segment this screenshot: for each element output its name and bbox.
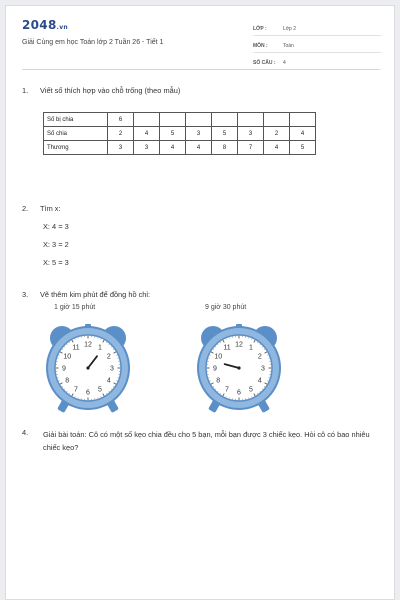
table-row <box>44 127 316 141</box>
dial-number: 4 <box>257 377 262 385</box>
dial-number: 11 <box>223 344 231 352</box>
dial-number: 6 <box>237 389 241 397</box>
table-cell <box>290 113 316 127</box>
table-cell: 4 <box>134 127 160 141</box>
table-row <box>44 141 316 155</box>
dial-number: 2 <box>257 353 262 361</box>
clock-center <box>86 366 89 369</box>
dial-number: 10 <box>63 353 72 361</box>
division-table <box>43 112 316 155</box>
dial-number: 7 <box>225 386 229 394</box>
table-row <box>44 113 316 127</box>
question-text: Vẽ thêm kim phút để đồng hồ chỉ: <box>40 290 151 299</box>
question-text: Giải bài toán: Cô có một số kẹo chia đều cho 5 bạn, mỗi bạn được 3 chiếc kẹo. Hỏi cô có bao nhiêu chiếc kẹo? <box>43 430 370 452</box>
table-cell: 2 <box>108 127 134 141</box>
table-cell: 6 <box>108 113 134 127</box>
dial-number: 10 <box>214 353 223 361</box>
meta-box <box>253 19 381 70</box>
table-cell: 2 <box>264 127 290 141</box>
dial-number: 9 <box>213 365 217 373</box>
equation-2: X: 3 = 2 <box>43 240 69 249</box>
row-label: Thương <box>44 141 108 155</box>
table-cell: 3 <box>134 141 160 155</box>
logo-main: 2048 <box>22 18 57 32</box>
question-text: Tìm x: <box>40 204 61 213</box>
dial-number: 1 <box>98 344 102 352</box>
question-number: 1. <box>22 86 29 95</box>
dial-number: 8 <box>216 377 221 385</box>
table-cell: 7 <box>238 141 264 155</box>
dial-number: 1 <box>249 344 253 352</box>
row-label: Số chia <box>44 127 108 141</box>
header-divider <box>22 69 378 70</box>
equation-3: X: 5 = 3 <box>43 258 69 267</box>
table-cell: 4 <box>186 141 212 155</box>
dial-number: 6 <box>86 389 90 397</box>
dial-number: 3 <box>110 365 114 373</box>
table-cell: 4 <box>290 127 316 141</box>
dial-number: 11 <box>72 344 80 352</box>
dial-number: 7 <box>74 386 78 394</box>
question-text: Viết số thích hợp vào chỗ trống (theo mẫu) <box>40 86 181 95</box>
dial-number: 12 <box>84 341 92 349</box>
logo-tld: .vn <box>56 24 68 31</box>
clock-center <box>237 366 240 369</box>
table-cell: 5 <box>160 127 186 141</box>
table-cell: 4 <box>264 141 290 155</box>
dial-number: 5 <box>98 386 102 394</box>
meta-value: Lớp 2 <box>283 26 297 32</box>
table-cell: 5 <box>212 127 238 141</box>
meta-value: 4 <box>283 60 286 66</box>
dial-number: 4 <box>106 377 111 385</box>
table-cell <box>212 113 238 127</box>
table-cell <box>160 113 186 127</box>
meta-key: MÔN : <box>253 43 268 49</box>
table-cell <box>134 113 160 127</box>
dial-number: 2 <box>106 353 111 361</box>
table-cell: 3 <box>238 127 264 141</box>
clock-2-label: 9 giờ 30 phút <box>205 304 247 311</box>
question-number: 3. <box>22 290 29 299</box>
question-number: 4. <box>22 428 29 437</box>
table-cell <box>186 113 212 127</box>
alarm-clock-2 <box>189 316 289 416</box>
dial-number: 5 <box>249 386 253 394</box>
equation-1: X: 4 = 3 <box>43 222 69 231</box>
table-cell: 4 <box>160 141 186 155</box>
table-cell <box>238 113 264 127</box>
table-cell: 8 <box>212 141 238 155</box>
site-logo[interactable] <box>22 18 68 32</box>
table-cell: 3 <box>108 141 134 155</box>
clock-1-label: 1 giờ 15 phút <box>54 304 96 311</box>
alarm-clock-1 <box>38 316 138 416</box>
dial-number: 8 <box>65 377 70 385</box>
table-cell <box>264 113 290 127</box>
dial-number: 3 <box>261 365 265 373</box>
meta-row-count <box>253 53 381 70</box>
question-number: 2. <box>22 204 29 213</box>
dial-number: 12 <box>235 341 243 349</box>
table-cell: 3 <box>186 127 212 141</box>
row-label: Số bị chia <box>44 113 108 127</box>
table-cell: 5 <box>290 141 316 155</box>
dial-number: 9 <box>62 365 66 373</box>
meta-key: SỐ CÂU : <box>253 60 276 66</box>
meta-value: Toán <box>283 43 294 49</box>
meta-row-subject <box>253 36 381 53</box>
meta-row-class <box>253 19 381 36</box>
meta-key: LỚP : <box>253 26 267 32</box>
worksheet-page <box>5 5 395 600</box>
document-title: Giải Cùng em học Toán lớp 2 Tuần 26 - Tiết 1 <box>22 39 164 46</box>
